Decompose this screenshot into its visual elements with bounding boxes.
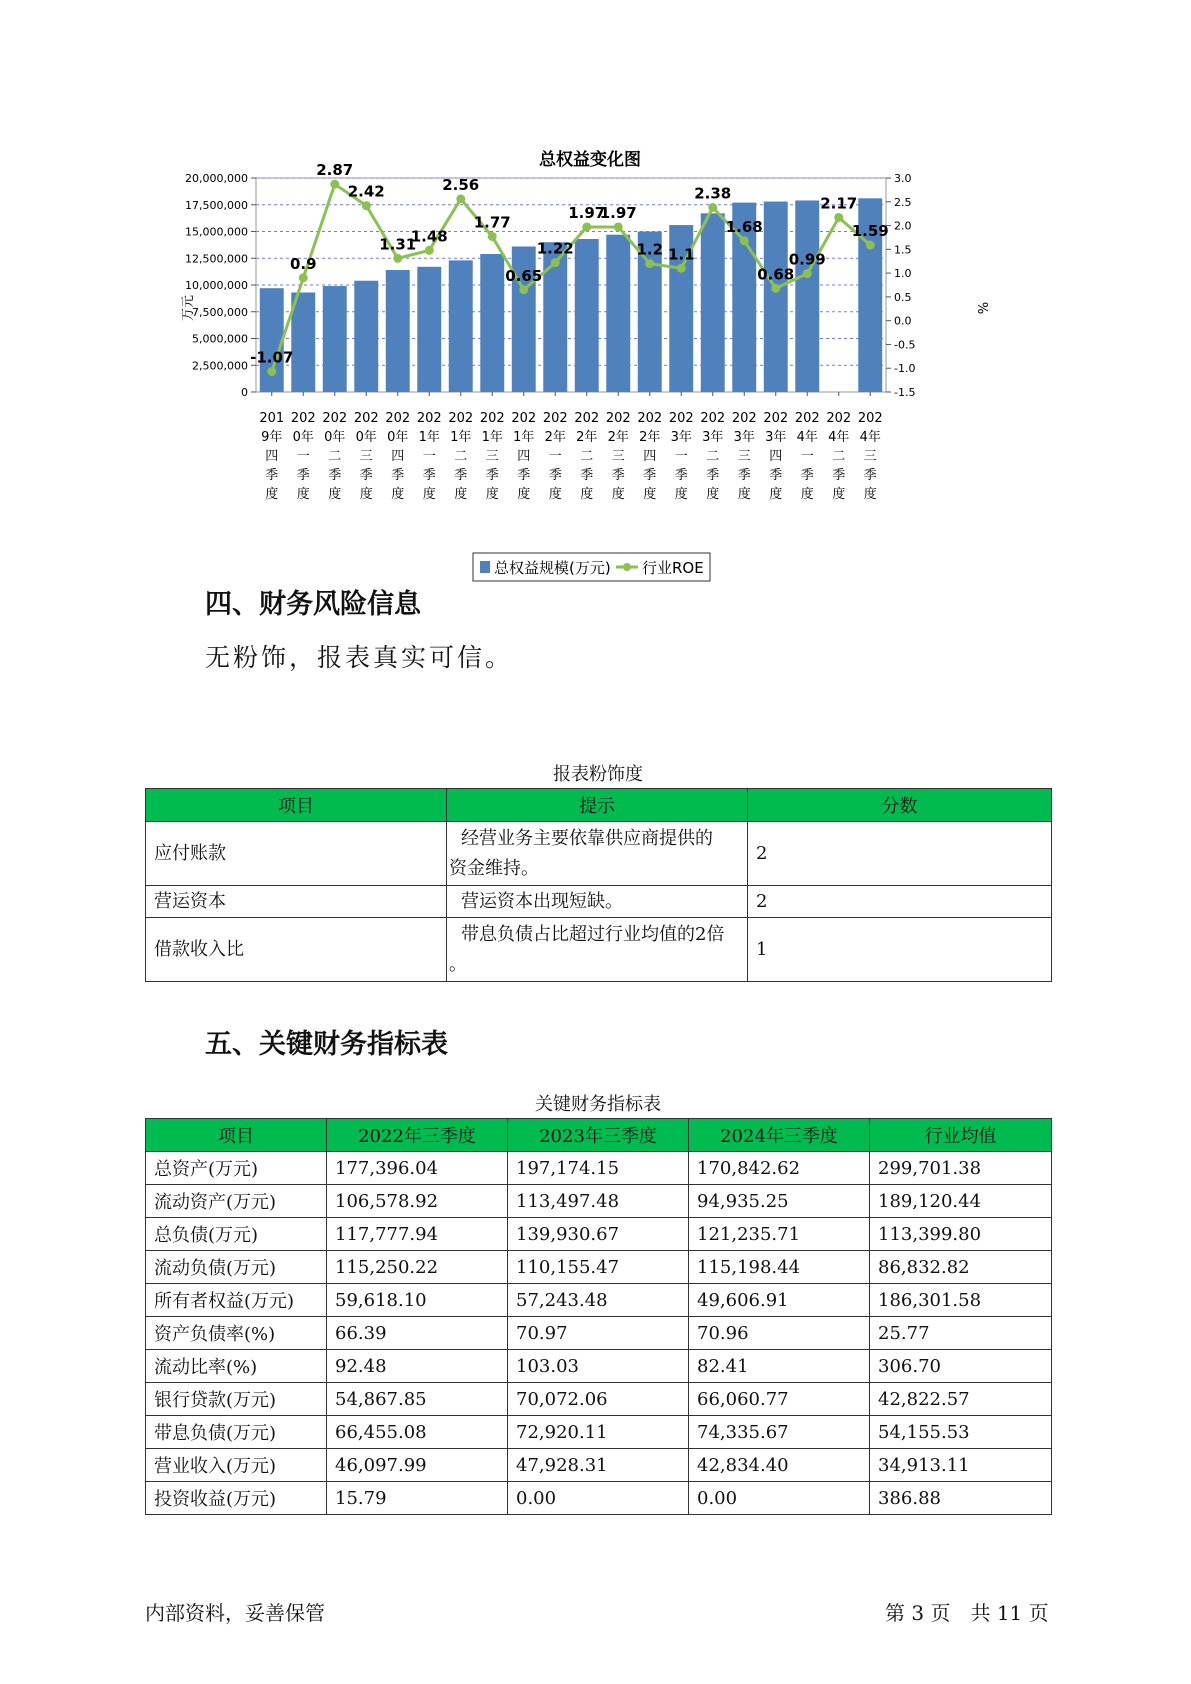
x-tick-label: 2年 bbox=[607, 430, 629, 445]
legend-bar-label: 总权益规模(万元) bbox=[494, 559, 611, 577]
kpi-item-cell: 营业收入(万元) bbox=[146, 1449, 327, 1482]
table-row bbox=[146, 1152, 1052, 1185]
table-row bbox=[146, 1383, 1052, 1416]
kpi-item-cell: 流动资产(万元) bbox=[146, 1185, 327, 1218]
kpi-table bbox=[145, 1118, 1052, 1515]
bar bbox=[449, 260, 473, 392]
roe-data-label: 2.17 bbox=[820, 194, 858, 213]
x-tick-label: 度 bbox=[580, 487, 594, 502]
kpi-item-cell: 所有者权益(万元) bbox=[146, 1284, 327, 1317]
bar bbox=[323, 286, 347, 392]
x-tick-label: 4年 bbox=[828, 430, 850, 445]
y2-tick-label: 2.0 bbox=[894, 219, 912, 233]
x-tick-label: 一 bbox=[800, 449, 814, 464]
x-tick-label: 度 bbox=[328, 487, 342, 502]
x-tick-label: 二 bbox=[580, 449, 594, 464]
x-tick-label: 四 bbox=[643, 449, 657, 464]
x-tick-label: 季 bbox=[454, 468, 468, 483]
table-row bbox=[146, 822, 1052, 886]
x-tick-label: 一 bbox=[422, 449, 436, 464]
table-header-cell: 2024年三季度 bbox=[689, 1119, 870, 1152]
roe-point bbox=[771, 284, 780, 293]
kpi-value-cell: 70.97 bbox=[508, 1317, 689, 1350]
roe-point bbox=[866, 241, 875, 250]
x-tick-label: 1年 bbox=[450, 430, 472, 445]
x-tick-label: 度 bbox=[265, 487, 279, 502]
kpi-value-cell: 59,618.10 bbox=[327, 1284, 508, 1317]
y2-tick-label: 3.0 bbox=[894, 172, 912, 185]
kpi-value-cell: 66,455.08 bbox=[327, 1416, 508, 1449]
roe-point bbox=[834, 213, 843, 222]
kpi-value-cell: 197,174.15 bbox=[508, 1152, 689, 1185]
x-tick-label: 度 bbox=[769, 487, 783, 502]
y2-tick-label: 0.5 bbox=[894, 290, 912, 304]
x-tick-label: 季 bbox=[359, 468, 373, 483]
x-tick-label: 季 bbox=[517, 468, 531, 483]
risk-score: 1 bbox=[748, 918, 1052, 982]
kpi-item-cell: 总负债(万元) bbox=[146, 1218, 327, 1251]
table-row bbox=[146, 1284, 1052, 1317]
table-header-cell: 2022年三季度 bbox=[327, 1119, 508, 1152]
risk-hint bbox=[447, 886, 748, 918]
bar bbox=[354, 281, 378, 392]
x-tick-label: 202 bbox=[637, 411, 663, 426]
y-axis-label: 万元 bbox=[181, 294, 196, 322]
x-tick-label: 季 bbox=[391, 468, 405, 483]
kpi-value-cell: 70.96 bbox=[689, 1317, 870, 1350]
y-tick-label: 5,000,000 bbox=[192, 332, 248, 346]
x-tick-label: 季 bbox=[643, 468, 657, 483]
page-suffix: 页 bbox=[1028, 1601, 1049, 1625]
y2-tick-label: -1.0 bbox=[894, 362, 916, 376]
page-total: 11 bbox=[996, 1601, 1023, 1625]
x-tick-label: 季 bbox=[580, 468, 594, 483]
kpi-value-cell: 82.41 bbox=[689, 1350, 870, 1383]
x-tick-label: 0年 bbox=[292, 430, 314, 445]
table-header-cell: 分数 bbox=[748, 789, 1052, 822]
x-tick-label: 季 bbox=[611, 468, 625, 483]
roe-point bbox=[614, 222, 623, 231]
x-tick-label: 度 bbox=[737, 487, 751, 502]
x-tick-label: 季 bbox=[706, 468, 720, 483]
x-tick-label: 1年 bbox=[418, 430, 440, 445]
roe-data-label: 2.56 bbox=[442, 175, 480, 194]
table-row bbox=[146, 1185, 1052, 1218]
roe-data-label: 1.48 bbox=[410, 227, 448, 246]
kpi-value-cell: 189,120.44 bbox=[870, 1185, 1052, 1218]
kpi-table-caption: 关键财务指标表 bbox=[535, 1094, 661, 1115]
x-tick-label: 三 bbox=[359, 449, 373, 464]
table-row bbox=[146, 1251, 1052, 1284]
roe-data-label: 1.22 bbox=[536, 239, 574, 258]
table-row bbox=[146, 1317, 1052, 1350]
kpi-value-cell: 92.48 bbox=[327, 1350, 508, 1383]
bar bbox=[417, 267, 441, 392]
risk-item: 营运资本 bbox=[146, 886, 447, 918]
table-row bbox=[146, 1350, 1052, 1383]
x-tick-label: 季 bbox=[863, 468, 877, 483]
y-tick-label: 7,500,000 bbox=[192, 305, 248, 319]
kpi-value-cell: 186,301.58 bbox=[870, 1284, 1052, 1317]
roe-point bbox=[267, 367, 276, 376]
roe-data-label: 1.97 bbox=[568, 203, 606, 222]
table-row bbox=[146, 886, 1052, 918]
kpi-value-cell: 74,335.67 bbox=[689, 1416, 870, 1449]
roe-data-label: 1.59 bbox=[851, 222, 889, 241]
section-title-risk: 四、财务风险信息 bbox=[205, 589, 421, 620]
kpi-value-cell: 46,097.99 bbox=[327, 1449, 508, 1482]
roe-data-label: 1.97 bbox=[599, 203, 637, 222]
x-tick-label: 202 bbox=[479, 411, 505, 426]
roe-data-label: 1.77 bbox=[473, 213, 511, 232]
kpi-value-cell: 94,935.25 bbox=[689, 1185, 870, 1218]
risk-summary-text: 无粉饰，报表真实可信。 bbox=[205, 643, 514, 672]
roe-point bbox=[330, 180, 339, 189]
x-tick-label: 一 bbox=[674, 449, 688, 464]
x-tick-label: 1年 bbox=[513, 430, 535, 445]
legend-line-label: 行业ROE bbox=[642, 559, 704, 577]
table-row bbox=[146, 1218, 1052, 1251]
kpi-value-cell: 25.77 bbox=[870, 1317, 1052, 1350]
x-tick-label: 4年 bbox=[859, 430, 881, 445]
risk-hint bbox=[447, 918, 748, 982]
roe-point bbox=[803, 269, 812, 278]
x-tick-label: 202 bbox=[826, 411, 852, 426]
roe-point bbox=[582, 222, 591, 231]
x-tick-label: 202 bbox=[290, 411, 316, 426]
x-tick-label: 季 bbox=[296, 468, 310, 483]
kpi-value-cell: 299,701.38 bbox=[870, 1152, 1052, 1185]
kpi-value-cell: 49,606.91 bbox=[689, 1284, 870, 1317]
x-tick-label: 度 bbox=[643, 487, 657, 502]
x-tick-label: 二 bbox=[328, 449, 342, 464]
kpi-item-cell: 投资收益(万元) bbox=[146, 1482, 327, 1515]
kpi-value-cell: 0.00 bbox=[689, 1482, 870, 1515]
x-tick-label: 三 bbox=[485, 449, 499, 464]
x-tick-label: 度 bbox=[454, 487, 468, 502]
x-tick-label: 季 bbox=[674, 468, 688, 483]
x-tick-label: 季 bbox=[832, 468, 846, 483]
legend-bar-swatch bbox=[480, 561, 490, 573]
page-indicator bbox=[885, 1597, 1049, 1626]
legend-line-marker bbox=[623, 563, 631, 571]
kpi-value-cell: 113,399.80 bbox=[870, 1218, 1052, 1251]
x-tick-label: 度 bbox=[674, 487, 688, 502]
x-tick-label: 二 bbox=[454, 449, 468, 464]
x-tick-label: 四 bbox=[391, 449, 405, 464]
page-mid: 页 共 bbox=[930, 1601, 991, 1625]
risk-score: 2 bbox=[748, 822, 1052, 886]
kpi-item-cell: 资产负债率(%) bbox=[146, 1317, 327, 1350]
kpi-value-cell: 306.70 bbox=[870, 1350, 1052, 1383]
x-tick-label: 202 bbox=[542, 411, 568, 426]
roe-point bbox=[519, 285, 528, 294]
bar bbox=[701, 213, 725, 392]
kpi-value-cell: 113,497.48 bbox=[508, 1185, 689, 1218]
x-tick-label: 季 bbox=[422, 468, 436, 483]
kpi-value-cell: 117,777.94 bbox=[327, 1218, 508, 1251]
y-tick-label: 15,000,000 bbox=[185, 225, 248, 239]
kpi-value-cell: 110,155.47 bbox=[508, 1251, 689, 1284]
x-tick-label: 202 bbox=[700, 411, 726, 426]
chart-title: 总权益变化图 bbox=[539, 150, 641, 170]
bar bbox=[606, 235, 630, 392]
table-header-cell: 提示 bbox=[447, 789, 748, 822]
y-tick-label: 20,000,000 bbox=[185, 172, 248, 185]
x-tick-label: 202 bbox=[448, 411, 474, 426]
x-tick-label: 4年 bbox=[796, 430, 818, 445]
kpi-value-cell: 66.39 bbox=[327, 1317, 508, 1350]
roe-point bbox=[551, 258, 560, 267]
kpi-value-cell: 177,396.04 bbox=[327, 1152, 508, 1185]
x-tick-label: 2年 bbox=[639, 430, 661, 445]
kpi-value-cell: 115,250.22 bbox=[327, 1251, 508, 1284]
y2-tick-label: 1.0 bbox=[894, 267, 912, 281]
y2-axis-label: % bbox=[974, 301, 989, 315]
roe-point bbox=[708, 203, 717, 212]
risk-table bbox=[145, 788, 1052, 982]
roe-data-label: 2.42 bbox=[347, 182, 385, 201]
risk-hint-line1: 经营业务主要依靠供应商提供的 bbox=[461, 827, 713, 849]
risk-hint bbox=[447, 822, 748, 886]
table-header-cell: 行业均值 bbox=[870, 1119, 1052, 1152]
x-tick-label: 四 bbox=[517, 449, 531, 464]
x-tick-label: 202 bbox=[731, 411, 757, 426]
x-tick-label: 2年 bbox=[544, 430, 566, 445]
kpi-value-cell: 54,867.85 bbox=[327, 1383, 508, 1416]
table-row bbox=[146, 1416, 1052, 1449]
kpi-value-cell: 139,930.67 bbox=[508, 1218, 689, 1251]
x-tick-label: 季 bbox=[737, 468, 751, 483]
x-tick-label: 度 bbox=[359, 487, 373, 502]
risk-hint-line2: 资金维持。 bbox=[449, 857, 539, 879]
table-header-row bbox=[146, 789, 1052, 822]
x-tick-label: 度 bbox=[611, 487, 625, 502]
x-tick-label: 3年 bbox=[702, 430, 724, 445]
risk-table-caption: 报表粉饰度 bbox=[553, 764, 643, 785]
page-prefix: 第 bbox=[885, 1601, 905, 1625]
x-tick-label: 一 bbox=[548, 449, 562, 464]
x-tick-label: 3年 bbox=[670, 430, 692, 445]
roe-point bbox=[677, 264, 686, 273]
kpi-value-cell: 103.03 bbox=[508, 1350, 689, 1383]
page-current: 3 bbox=[911, 1601, 925, 1625]
x-tick-label: 二 bbox=[832, 449, 846, 464]
x-tick-label: 202 bbox=[353, 411, 379, 426]
table-header-row bbox=[146, 1119, 1052, 1152]
x-tick-label: 度 bbox=[863, 487, 877, 502]
roe-data-label: -1.07 bbox=[250, 348, 294, 367]
footer-note: 内部资料，妥善保管 bbox=[145, 1601, 325, 1625]
x-tick-label: 1年 bbox=[481, 430, 503, 445]
kpi-value-cell: 170,842.62 bbox=[689, 1152, 870, 1185]
x-tick-label: 202 bbox=[763, 411, 789, 426]
x-tick-label: 季 bbox=[265, 468, 279, 483]
x-tick-label: 三 bbox=[863, 449, 877, 464]
x-tick-label: 度 bbox=[485, 487, 499, 502]
kpi-item-cell: 流动负债(万元) bbox=[146, 1251, 327, 1284]
x-tick-label: 二 bbox=[706, 449, 720, 464]
kpi-value-cell: 66,060.77 bbox=[689, 1383, 870, 1416]
kpi-value-cell: 42,834.40 bbox=[689, 1449, 870, 1482]
kpi-value-cell: 57,243.48 bbox=[508, 1284, 689, 1317]
x-tick-label: 202 bbox=[416, 411, 442, 426]
roe-point bbox=[393, 254, 402, 263]
x-tick-label: 0年 bbox=[324, 430, 346, 445]
roe-data-label: 1.31 bbox=[379, 235, 417, 254]
bar bbox=[260, 288, 284, 392]
equity-chart bbox=[170, 140, 990, 590]
x-tick-label: 202 bbox=[668, 411, 694, 426]
x-tick-label: 度 bbox=[548, 487, 562, 502]
x-tick-label: 201 bbox=[259, 411, 285, 426]
kpi-value-cell: 15.79 bbox=[327, 1482, 508, 1515]
risk-item: 应付账款 bbox=[146, 822, 447, 886]
table-header-cell: 项目 bbox=[146, 1119, 327, 1152]
kpi-item-cell: 流动比率(%) bbox=[146, 1350, 327, 1383]
kpi-value-cell: 47,928.31 bbox=[508, 1449, 689, 1482]
kpi-item-cell: 总资产(万元) bbox=[146, 1152, 327, 1185]
x-tick-label: 度 bbox=[832, 487, 846, 502]
y2-tick-label: -1.5 bbox=[894, 386, 916, 399]
y-tick-label: 17,500,000 bbox=[185, 198, 248, 212]
roe-data-label: 2.87 bbox=[316, 161, 354, 180]
roe-data-label: 0.9 bbox=[289, 254, 317, 273]
y2-tick-label: -0.5 bbox=[894, 338, 916, 352]
kpi-value-cell: 70,072.06 bbox=[508, 1383, 689, 1416]
x-tick-label: 度 bbox=[422, 487, 436, 502]
roe-point bbox=[362, 201, 371, 210]
kpi-value-cell: 34,913.11 bbox=[870, 1449, 1052, 1482]
y2-tick-label: 0.0 bbox=[894, 314, 912, 328]
risk-hint-line1: 带息负债占比超过行业均值的2倍 bbox=[461, 923, 725, 945]
roe-point bbox=[488, 232, 497, 241]
bar bbox=[386, 270, 410, 392]
x-tick-label: 202 bbox=[605, 411, 631, 426]
risk-item: 借款收入比 bbox=[146, 918, 447, 982]
roe-data-label: 0.65 bbox=[505, 266, 543, 285]
kpi-value-cell: 115,198.44 bbox=[689, 1251, 870, 1284]
x-tick-label: 度 bbox=[706, 487, 720, 502]
kpi-value-cell: 0.00 bbox=[508, 1482, 689, 1515]
roe-data-label: 0.99 bbox=[788, 250, 826, 269]
x-tick-label: 四 bbox=[769, 449, 783, 464]
x-tick-label: 3年 bbox=[765, 430, 787, 445]
risk-hint-line1: 营运资本出现短缺。 bbox=[461, 890, 623, 912]
x-tick-label: 度 bbox=[391, 487, 405, 502]
x-tick-label: 四 bbox=[265, 449, 279, 464]
y2-tick-label: 1.5 bbox=[894, 243, 912, 257]
x-tick-label: 度 bbox=[517, 487, 531, 502]
x-tick-label: 202 bbox=[574, 411, 600, 426]
section-title-kpi: 五、关键财务指标表 bbox=[205, 1029, 448, 1060]
x-tick-label: 202 bbox=[511, 411, 537, 426]
y-tick-label: 12,500,000 bbox=[185, 252, 248, 266]
risk-score: 2 bbox=[748, 886, 1052, 918]
roe-point bbox=[456, 194, 465, 203]
x-tick-label: 三 bbox=[611, 449, 625, 464]
x-tick-label: 季 bbox=[548, 468, 562, 483]
y-tick-label: 0 bbox=[241, 386, 248, 399]
x-tick-label: 202 bbox=[385, 411, 411, 426]
bar bbox=[480, 254, 504, 392]
y-tick-label: 2,500,000 bbox=[192, 359, 248, 373]
x-tick-label: 202 bbox=[322, 411, 348, 426]
x-tick-label: 0年 bbox=[355, 430, 377, 445]
roe-point bbox=[299, 273, 308, 282]
roe-data-label: 1.2 bbox=[636, 240, 664, 259]
roe-data-label: 1.68 bbox=[725, 217, 763, 236]
x-tick-label: 季 bbox=[800, 468, 814, 483]
kpi-item-cell: 带息负债(万元) bbox=[146, 1416, 327, 1449]
y2-tick-label: 2.5 bbox=[894, 195, 912, 209]
table-header-cell: 项目 bbox=[146, 789, 447, 822]
kpi-value-cell: 106,578.92 bbox=[327, 1185, 508, 1218]
table-row bbox=[146, 918, 1052, 982]
y-tick-label: 10,000,000 bbox=[185, 279, 248, 292]
roe-point bbox=[740, 236, 749, 245]
bar bbox=[764, 202, 788, 392]
roe-data-label: 1.1 bbox=[667, 245, 695, 264]
x-tick-label: 一 bbox=[296, 449, 310, 464]
kpi-item-cell: 银行贷款(万元) bbox=[146, 1383, 327, 1416]
x-tick-label: 2年 bbox=[576, 430, 598, 445]
kpi-value-cell: 42,822.57 bbox=[870, 1383, 1052, 1416]
x-tick-label: 3年 bbox=[733, 430, 755, 445]
bar bbox=[795, 200, 819, 392]
x-tick-label: 季 bbox=[328, 468, 342, 483]
kpi-value-cell: 386.88 bbox=[870, 1482, 1052, 1515]
table-header-cell: 2023年三季度 bbox=[508, 1119, 689, 1152]
roe-data-label: 2.38 bbox=[694, 184, 732, 203]
x-tick-label: 季 bbox=[769, 468, 783, 483]
x-tick-label: 0年 bbox=[387, 430, 409, 445]
roe-point bbox=[425, 246, 434, 255]
x-tick-label: 季 bbox=[485, 468, 499, 483]
kpi-value-cell: 121,235.71 bbox=[689, 1218, 870, 1251]
x-tick-label: 9年 bbox=[261, 430, 283, 445]
roe-data-label: 0.68 bbox=[757, 265, 795, 284]
kpi-value-cell: 72,920.11 bbox=[508, 1416, 689, 1449]
bar bbox=[575, 239, 599, 392]
x-tick-label: 度 bbox=[800, 487, 814, 502]
table-row bbox=[146, 1449, 1052, 1482]
table-row bbox=[146, 1482, 1052, 1515]
kpi-value-cell: 54,155.53 bbox=[870, 1416, 1052, 1449]
chart-legend bbox=[473, 553, 710, 581]
x-tick-label: 202 bbox=[857, 411, 883, 426]
x-tick-label: 度 bbox=[296, 487, 310, 502]
x-tick-label: 三 bbox=[737, 449, 751, 464]
risk-hint-line2: 。 bbox=[449, 953, 467, 975]
x-tick-label: 202 bbox=[794, 411, 820, 426]
roe-point bbox=[645, 259, 654, 268]
kpi-value-cell: 86,832.82 bbox=[870, 1251, 1052, 1284]
